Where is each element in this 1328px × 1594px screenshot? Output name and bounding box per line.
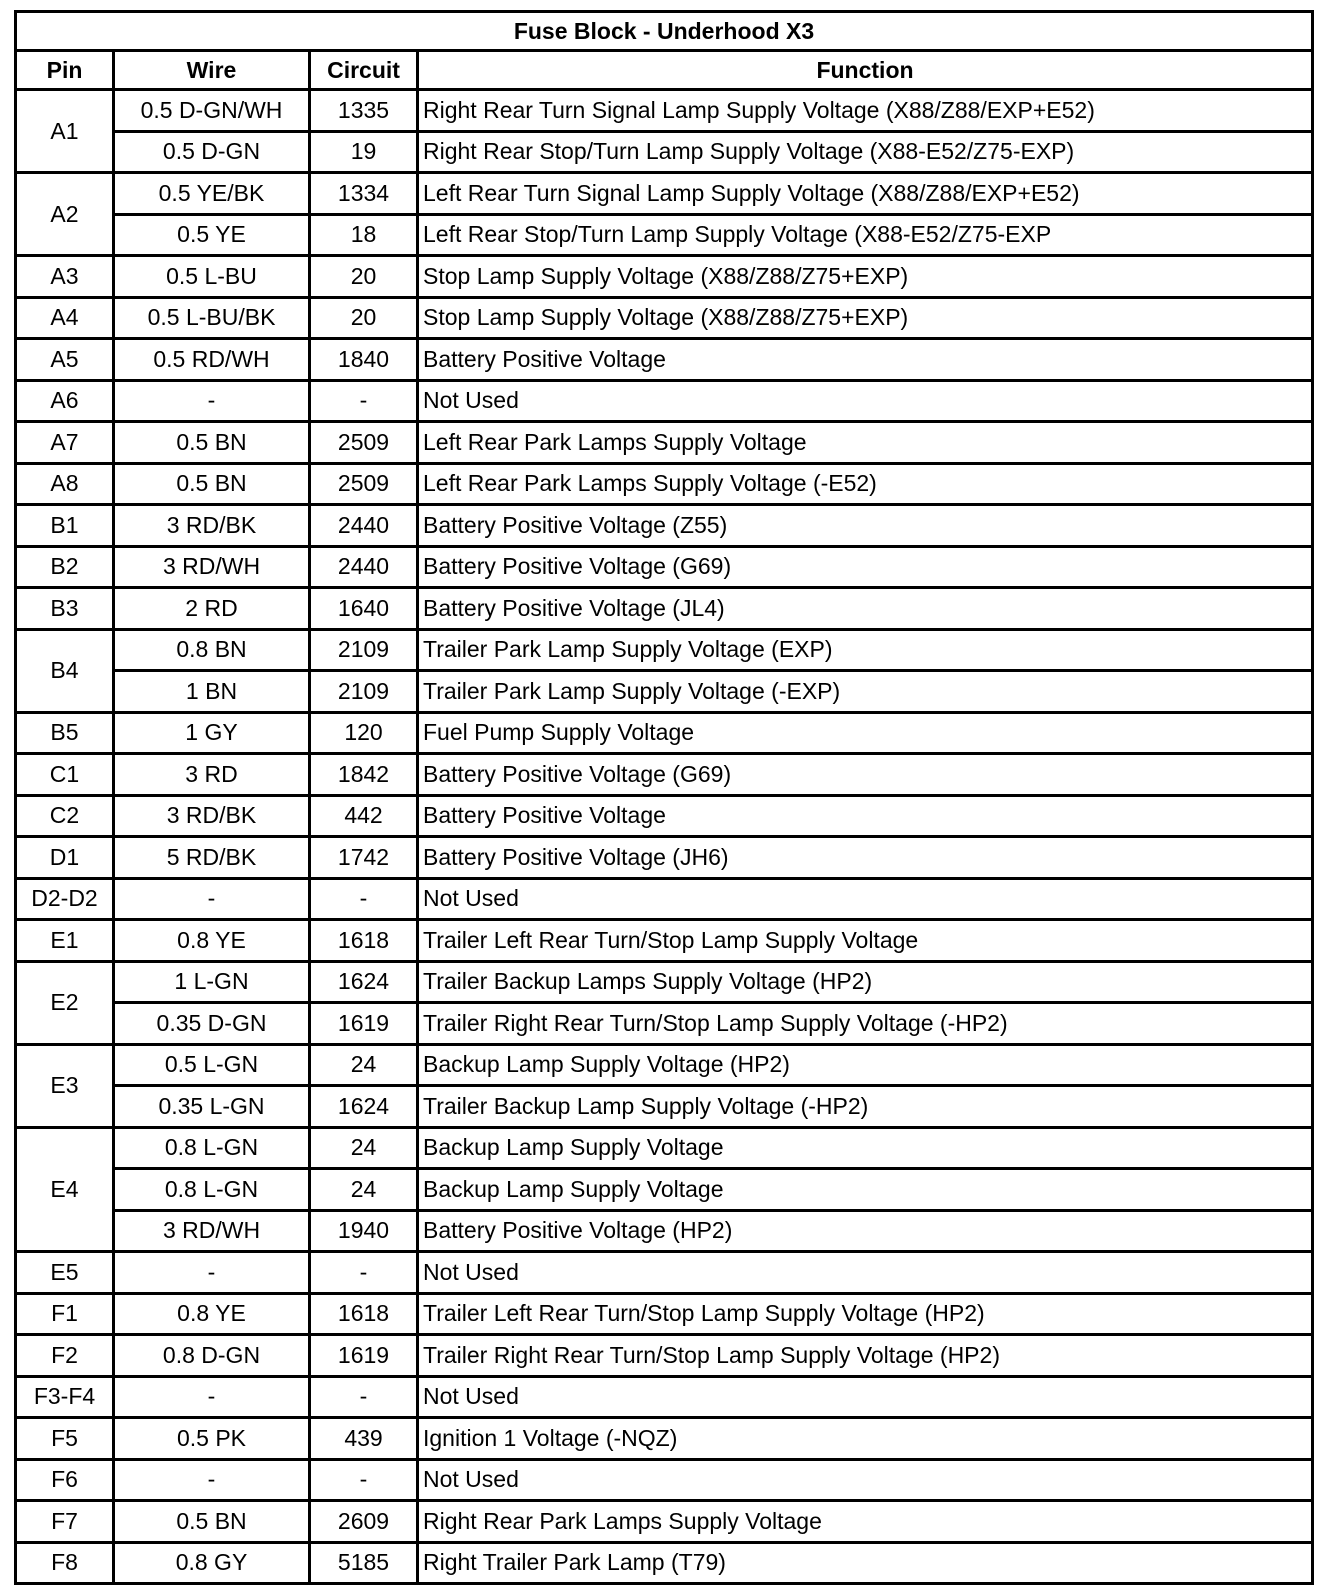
table-row: [16, 1210, 1313, 1252]
circuit-cell: 1334: [310, 173, 418, 215]
pin-cell: B1: [16, 505, 114, 547]
circuit-cell: 2440: [310, 546, 418, 588]
table-row: [16, 1252, 1313, 1294]
circuit-cell: 5185: [310, 1542, 418, 1584]
function-cell: Stop Lamp Supply Voltage (X88/Z88/Z75+EXP): [418, 256, 1313, 298]
wire-cell: 3 RD/BK: [114, 795, 310, 837]
circuit-cell: 19: [310, 131, 418, 173]
table-row: [16, 297, 1313, 339]
function-cell: Battery Positive Voltage: [418, 339, 1313, 381]
pin-cell: A4: [16, 297, 114, 339]
wire-cell: -: [114, 1376, 310, 1418]
pin-cell: F2: [16, 1335, 114, 1377]
wire-cell: 0.5 D-GN/WH: [114, 90, 310, 132]
function-cell: Not Used: [418, 380, 1313, 422]
circuit-cell: 1842: [310, 754, 418, 796]
function-cell: Right Rear Turn Signal Lamp Supply Voltage (X88/Z88/EXP+E52): [418, 90, 1313, 132]
wire-cell: 0.5 BN: [114, 463, 310, 505]
pin-cell: C1: [16, 754, 114, 796]
pin-cell: E3: [16, 1044, 114, 1127]
wire-cell: 0.35 L-GN: [114, 1086, 310, 1128]
table-row: [16, 1335, 1313, 1377]
function-cell: Not Used: [418, 1376, 1313, 1418]
wire-cell: 0.5 BN: [114, 1501, 310, 1543]
table-row: [16, 422, 1313, 464]
circuit-cell: 18: [310, 214, 418, 256]
wire-cell: 0.8 YE: [114, 920, 310, 962]
title-row: [16, 12, 1313, 51]
wire-cell: 0.8 D-GN: [114, 1335, 310, 1377]
wire-cell: 0.8 L-GN: [114, 1127, 310, 1169]
function-cell: Backup Lamp Supply Voltage (HP2): [418, 1044, 1313, 1086]
pin-cell: C2: [16, 795, 114, 837]
circuit-cell: 24: [310, 1127, 418, 1169]
function-cell: Not Used: [418, 878, 1313, 920]
table-row: [16, 795, 1313, 837]
function-cell: Left Rear Park Lamps Supply Voltage: [418, 422, 1313, 464]
table-row: [16, 256, 1313, 298]
circuit-cell: 1940: [310, 1210, 418, 1252]
wire-cell: -: [114, 1252, 310, 1294]
wire-cell: 0.5 RD/WH: [114, 339, 310, 381]
function-cell: Trailer Backup Lamp Supply Voltage (-HP2): [418, 1086, 1313, 1128]
pin-cell: B2: [16, 546, 114, 588]
circuit-cell: 1640: [310, 588, 418, 630]
circuit-cell: -: [310, 380, 418, 422]
header-wire: Wire: [114, 51, 310, 90]
function-cell: Battery Positive Voltage (G69): [418, 754, 1313, 796]
table-row: [16, 505, 1313, 547]
function-cell: Trailer Park Lamp Supply Voltage (EXP): [418, 629, 1313, 671]
pin-cell: F3-F4: [16, 1376, 114, 1418]
function-cell: Backup Lamp Supply Voltage: [418, 1127, 1313, 1169]
table-row: [16, 1044, 1313, 1086]
fuse-block-table: [14, 10, 1314, 1585]
header-row: [16, 51, 1313, 90]
table-row: [16, 1086, 1313, 1128]
pin-cell: B5: [16, 712, 114, 754]
table-row: [16, 339, 1313, 381]
function-cell: Backup Lamp Supply Voltage: [418, 1169, 1313, 1211]
wire-cell: 1 L-GN: [114, 961, 310, 1003]
pin-cell: A6: [16, 380, 114, 422]
circuit-cell: 1335: [310, 90, 418, 132]
table-row: [16, 173, 1313, 215]
circuit-cell: 1742: [310, 837, 418, 879]
circuit-cell: 1840: [310, 339, 418, 381]
wire-cell: 0.5 L-BU: [114, 256, 310, 298]
pin-cell: F7: [16, 1501, 114, 1543]
function-cell: Battery Positive Voltage (Z55): [418, 505, 1313, 547]
circuit-cell: 2509: [310, 463, 418, 505]
wire-cell: 0.8 GY: [114, 1542, 310, 1584]
function-cell: Trailer Right Rear Turn/Stop Lamp Supply Voltage (HP2): [418, 1335, 1313, 1377]
circuit-cell: 20: [310, 256, 418, 298]
table-row: [16, 546, 1313, 588]
table-row: [16, 961, 1313, 1003]
function-cell: Battery Positive Voltage (JL4): [418, 588, 1313, 630]
wire-cell: 3 RD/BK: [114, 505, 310, 547]
table-row: [16, 131, 1313, 173]
table-row: [16, 1418, 1313, 1460]
pin-cell: A3: [16, 256, 114, 298]
circuit-cell: 24: [310, 1044, 418, 1086]
header-pin: Pin: [16, 51, 114, 90]
circuit-cell: -: [310, 1376, 418, 1418]
table-row: [16, 1459, 1313, 1501]
wire-cell: 1 BN: [114, 671, 310, 713]
table-row: [16, 588, 1313, 630]
table-title: Fuse Block - Underhood X3: [16, 12, 1313, 51]
table-row: [16, 463, 1313, 505]
pin-cell: E1: [16, 920, 114, 962]
header-circuit: Circuit: [310, 51, 418, 90]
pin-cell: D2-D2: [16, 878, 114, 920]
pin-cell: E4: [16, 1127, 114, 1252]
function-cell: Right Trailer Park Lamp (T79): [418, 1542, 1313, 1584]
wire-cell: -: [114, 380, 310, 422]
wire-cell: 5 RD/BK: [114, 837, 310, 879]
wire-cell: -: [114, 878, 310, 920]
wire-cell: 0.5 PK: [114, 1418, 310, 1460]
pin-cell: F5: [16, 1418, 114, 1460]
table-row: [16, 671, 1313, 713]
function-cell: Trailer Right Rear Turn/Stop Lamp Supply Voltage (-HP2): [418, 1003, 1313, 1045]
wire-cell: 0.5 D-GN: [114, 131, 310, 173]
table-row: [16, 920, 1313, 962]
pin-cell: A1: [16, 90, 114, 173]
wire-cell: 0.8 BN: [114, 629, 310, 671]
wire-cell: 0.8 L-GN: [114, 1169, 310, 1211]
pin-cell: A2: [16, 173, 114, 256]
circuit-cell: 442: [310, 795, 418, 837]
function-cell: Not Used: [418, 1459, 1313, 1501]
wire-cell: 0.5 L-GN: [114, 1044, 310, 1086]
circuit-cell: 120: [310, 712, 418, 754]
circuit-cell: 1624: [310, 961, 418, 1003]
function-cell: Fuel Pump Supply Voltage: [418, 712, 1313, 754]
function-cell: Ignition 1 Voltage (-NQZ): [418, 1418, 1313, 1460]
wire-cell: 1 GY: [114, 712, 310, 754]
pin-cell: D1: [16, 837, 114, 879]
table-row: [16, 90, 1313, 132]
circuit-cell: 1618: [310, 920, 418, 962]
function-cell: Trailer Left Rear Turn/Stop Lamp Supply Voltage (HP2): [418, 1293, 1313, 1335]
table-row: [16, 1003, 1313, 1045]
circuit-cell: 1619: [310, 1003, 418, 1045]
pin-cell: F1: [16, 1293, 114, 1335]
wire-cell: 2 RD: [114, 588, 310, 630]
function-cell: Trailer Left Rear Turn/Stop Lamp Supply Voltage: [418, 920, 1313, 962]
table-row: [16, 214, 1313, 256]
function-cell: Battery Positive Voltage (JH6): [418, 837, 1313, 879]
wire-cell: -: [114, 1459, 310, 1501]
circuit-cell: 2509: [310, 422, 418, 464]
table-row: [16, 754, 1313, 796]
function-cell: Battery Positive Voltage: [418, 795, 1313, 837]
table-row: [16, 1127, 1313, 1169]
circuit-cell: 2609: [310, 1501, 418, 1543]
circuit-cell: 1624: [310, 1086, 418, 1128]
function-cell: Trailer Backup Lamps Supply Voltage (HP2): [418, 961, 1313, 1003]
table-row: [16, 712, 1313, 754]
table-row: [16, 380, 1313, 422]
header-function: Function: [418, 51, 1313, 90]
wire-cell: 0.8 YE: [114, 1293, 310, 1335]
wire-cell: 0.5 BN: [114, 422, 310, 464]
circuit-cell: -: [310, 878, 418, 920]
table-row: [16, 1293, 1313, 1335]
pin-cell: A5: [16, 339, 114, 381]
wire-cell: 3 RD/WH: [114, 546, 310, 588]
table-row: [16, 629, 1313, 671]
pin-cell: B3: [16, 588, 114, 630]
pin-cell: B4: [16, 629, 114, 712]
table-row: [16, 1542, 1313, 1584]
wire-cell: 3 RD: [114, 754, 310, 796]
table-body: [16, 90, 1313, 1584]
circuit-cell: 2440: [310, 505, 418, 547]
pin-cell: A7: [16, 422, 114, 464]
function-cell: Battery Positive Voltage (G69): [418, 546, 1313, 588]
circuit-cell: 2109: [310, 671, 418, 713]
function-cell: Left Rear Turn Signal Lamp Supply Voltage (X88/Z88/EXP+E52): [418, 173, 1313, 215]
circuit-cell: 439: [310, 1418, 418, 1460]
circuit-cell: 1618: [310, 1293, 418, 1335]
function-cell: Right Rear Stop/Turn Lamp Supply Voltage (X88-E52/Z75-EXP): [418, 131, 1313, 173]
function-cell: Battery Positive Voltage (HP2): [418, 1210, 1313, 1252]
function-cell: Right Rear Park Lamps Supply Voltage: [418, 1501, 1313, 1543]
table-row: [16, 1376, 1313, 1418]
circuit-cell: 24: [310, 1169, 418, 1211]
table-row: [16, 1501, 1313, 1543]
table-row: [16, 837, 1313, 879]
wire-cell: 0.5 L-BU/BK: [114, 297, 310, 339]
circuit-cell: 20: [310, 297, 418, 339]
pin-cell: A8: [16, 463, 114, 505]
table-row: [16, 878, 1313, 920]
circuit-cell: 1619: [310, 1335, 418, 1377]
wire-cell: 0.5 YE: [114, 214, 310, 256]
function-cell: Left Rear Stop/Turn Lamp Supply Voltage (X88-E52/Z75-EXP: [418, 214, 1313, 256]
table-row: [16, 1169, 1313, 1211]
pin-cell: F8: [16, 1542, 114, 1584]
wire-cell: 0.5 YE/BK: [114, 173, 310, 215]
function-cell: Left Rear Park Lamps Supply Voltage (-E52): [418, 463, 1313, 505]
pin-cell: E2: [16, 961, 114, 1044]
function-cell: Stop Lamp Supply Voltage (X88/Z88/Z75+EXP): [418, 297, 1313, 339]
circuit-cell: -: [310, 1459, 418, 1501]
function-cell: Trailer Park Lamp Supply Voltage (-EXP): [418, 671, 1313, 713]
wire-cell: 3 RD/WH: [114, 1210, 310, 1252]
function-cell: Not Used: [418, 1252, 1313, 1294]
circuit-cell: 2109: [310, 629, 418, 671]
circuit-cell: -: [310, 1252, 418, 1294]
wire-cell: 0.35 D-GN: [114, 1003, 310, 1045]
pin-cell: E5: [16, 1252, 114, 1294]
pin-cell: F6: [16, 1459, 114, 1501]
